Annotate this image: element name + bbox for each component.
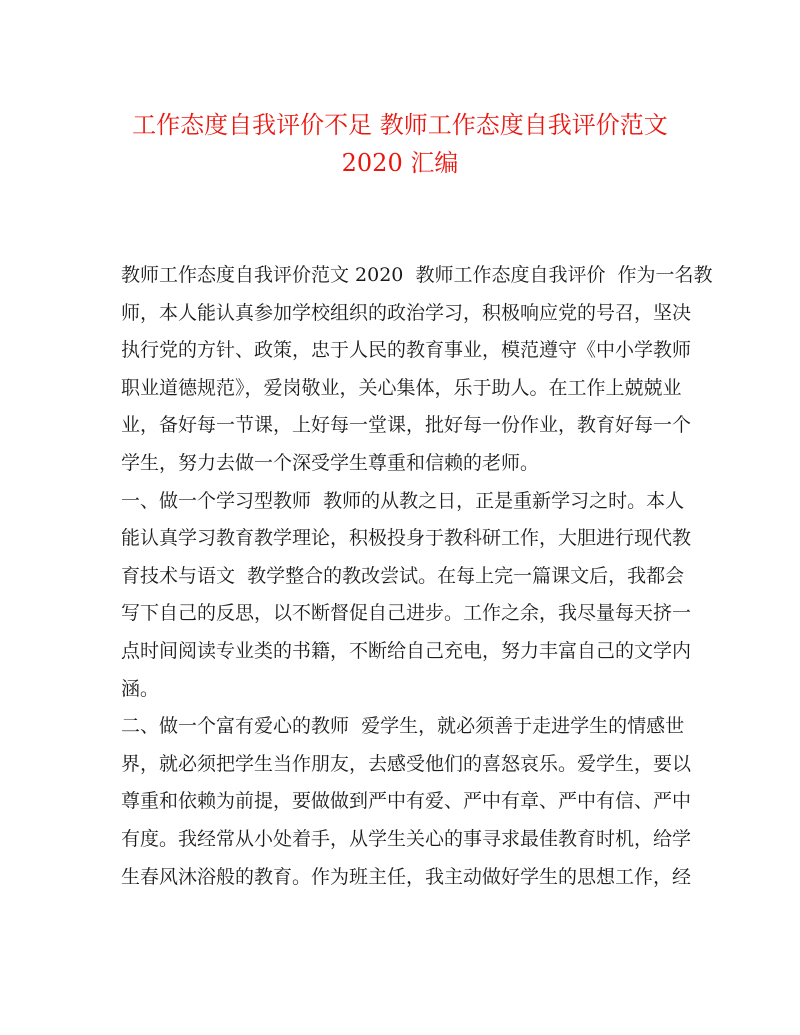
body-line: 界，就必须把学生当作朋友，去感受他们的喜怒哀乐。爱学生，要以 xyxy=(121,752,692,775)
body-line: 能认真学习教育教学理论，积极投身于教科研工作，大胆进行现代教 xyxy=(121,527,692,550)
body-line: 业，备好每一节课，上好每一堂课，批好每一份作业，教育好每一个 xyxy=(121,414,692,437)
body-line: 执行党的方针、政策，忠于人民的教育事业，模范遵守《中小学教师 xyxy=(121,339,692,362)
body-line: 师，本人能认真参加学校组织的政治学习，积极响应党的号召，坚决 xyxy=(121,301,692,324)
body-line: 写下自己的反思，以不断督促自己进步。工作之余，我尽量每天挤一 xyxy=(121,602,692,625)
body-line: 涵。 xyxy=(121,677,160,700)
body-line: 职业道德规范》，爱岗敬业，关心集体，乐于助人。在工作上兢兢业 xyxy=(121,376,682,399)
document-body xyxy=(121,257,713,896)
body-line: 点时间阅读专业类的书籍，不断给自己充电，努力丰富自己的文学内 xyxy=(121,639,692,662)
document-title-line-1: 工作态度自我评价不足 教师工作态度自我评价范文 xyxy=(132,111,668,139)
body-line: 一、做一个学习型教师 教师的从教之日，正是重新学习之时。本人 xyxy=(121,489,685,512)
body-line: 尊重和依赖为前提，要做做到严中有爱、严中有章、严中有信、严中 xyxy=(121,790,692,813)
body-line: 生春风沐浴般的教育。作为班主任，我主动做好学生的思想工作，经 xyxy=(121,865,692,888)
document-title-line-2: 2020 汇编 xyxy=(341,149,459,177)
body-line: 学生，努力去做一个深受学生尊重和信赖的老师。 xyxy=(121,451,540,474)
body-line: 育技术与语文 教学整合的教改尝试。在每上完一篇课文后，我都会 xyxy=(121,564,685,587)
body-line: 有度。我经常从小处着手，从学生关心的事寻求最佳教育时机，给学 xyxy=(121,827,692,850)
body-line: 教师工作态度自我评价范文 2020 教师工作态度自我评价 作为一名教 xyxy=(121,264,713,286)
body-line: 二、做一个富有爱心的教师 爱学生，就必须善于走进学生的情感世 xyxy=(121,715,685,738)
